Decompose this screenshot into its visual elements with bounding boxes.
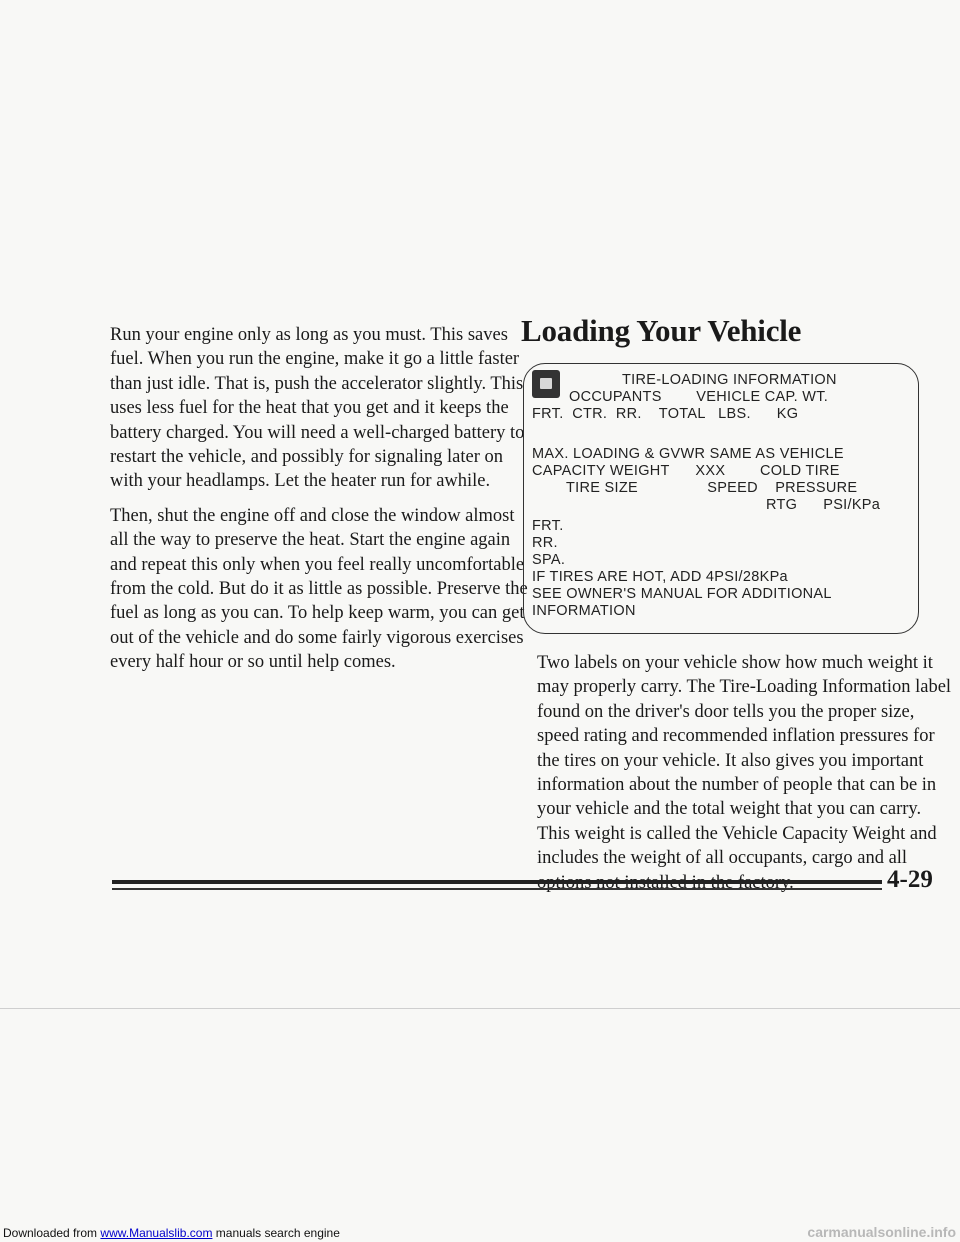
label-line: TIRE-LOADING INFORMATION (622, 372, 837, 388)
section-heading: Loading Your Vehicle (521, 313, 802, 348)
left-column (110, 323, 528, 685)
label-line: OCCUPANTS VEHICLE CAP. WT. (569, 389, 829, 405)
watermark: carmanualsonline.info (807, 1224, 956, 1240)
label-line: SEE OWNER'S MANUAL FOR ADDITIONAL (532, 586, 832, 602)
body-paragraph: Two labels on your vehicle show how much weight it may properly carry. The Tire-Loading Information label found on the driver's door tells you the proper size, speed rating and recommended inflation pressures for the tires on your vehicle. It also gives you important information about the number of people that can be in your vehicle and the total weight that you can carry. This weight is called the Vehicle Capacity Weight and includes the weight of all occupants, cargo and all (537, 653, 952, 869)
download-footer (3, 1226, 340, 1240)
divider-thin (112, 888, 882, 890)
label-line: MAX. LOADING & GVWR SAME AS VEHICLE (532, 446, 844, 462)
gm-logo-icon (532, 370, 560, 398)
footer-suffix: manuals search engine (215, 1226, 340, 1240)
label-line: SPA. (532, 552, 566, 568)
footer-prefix: Downloaded from (3, 1226, 98, 1240)
label-line: RTG PSI/KPa (766, 497, 881, 513)
right-column (537, 651, 957, 895)
label-line: INFORMATION (532, 603, 636, 619)
manualslib-link[interactable]: www.Manualslib.com (100, 1226, 213, 1240)
tire-loading-label-figure (523, 363, 919, 634)
page-number: 4-29 (887, 866, 933, 893)
body-paragraph: Then, shut the engine off and close the window almost all the way to preserve the heat. Start the engine again and repeat this only when you feel really uncomfortable from the cold. But do it as little as possible. Preserve the fuel as long as you can. To help keep warm, you can get out of the vehicle and do some fairly vigorous exercises every half hour or so until help comes. (110, 505, 528, 673)
label-line: RR. (532, 535, 558, 551)
body-paragraph: Run your engine only as long as you must. This saves fuel. When you run the engine, make it go a little faster than just idle. That is, push the accelerator slightly. This uses less fuel for the heat that you get and it keeps the battery charged. You will need a well-charged battery to restart the vehicle, and possibly for signaling later on with your headlamps. Let the heater run for awhile. (110, 325, 525, 492)
label-line: FRT. CTR. RR. TOTAL LBS. KG (532, 406, 799, 422)
label-line: IF TIRES ARE HOT, ADD 4PSI/28KPa (532, 569, 788, 585)
label-line: FRT. (532, 518, 564, 534)
label-line: CAPACITY WEIGHT XXX COLD TIRE (532, 463, 840, 479)
divider-thick (112, 880, 882, 884)
label-line: TIRE SIZE SPEED PRESSURE (566, 480, 858, 496)
page-edge-line (0, 1008, 960, 1009)
